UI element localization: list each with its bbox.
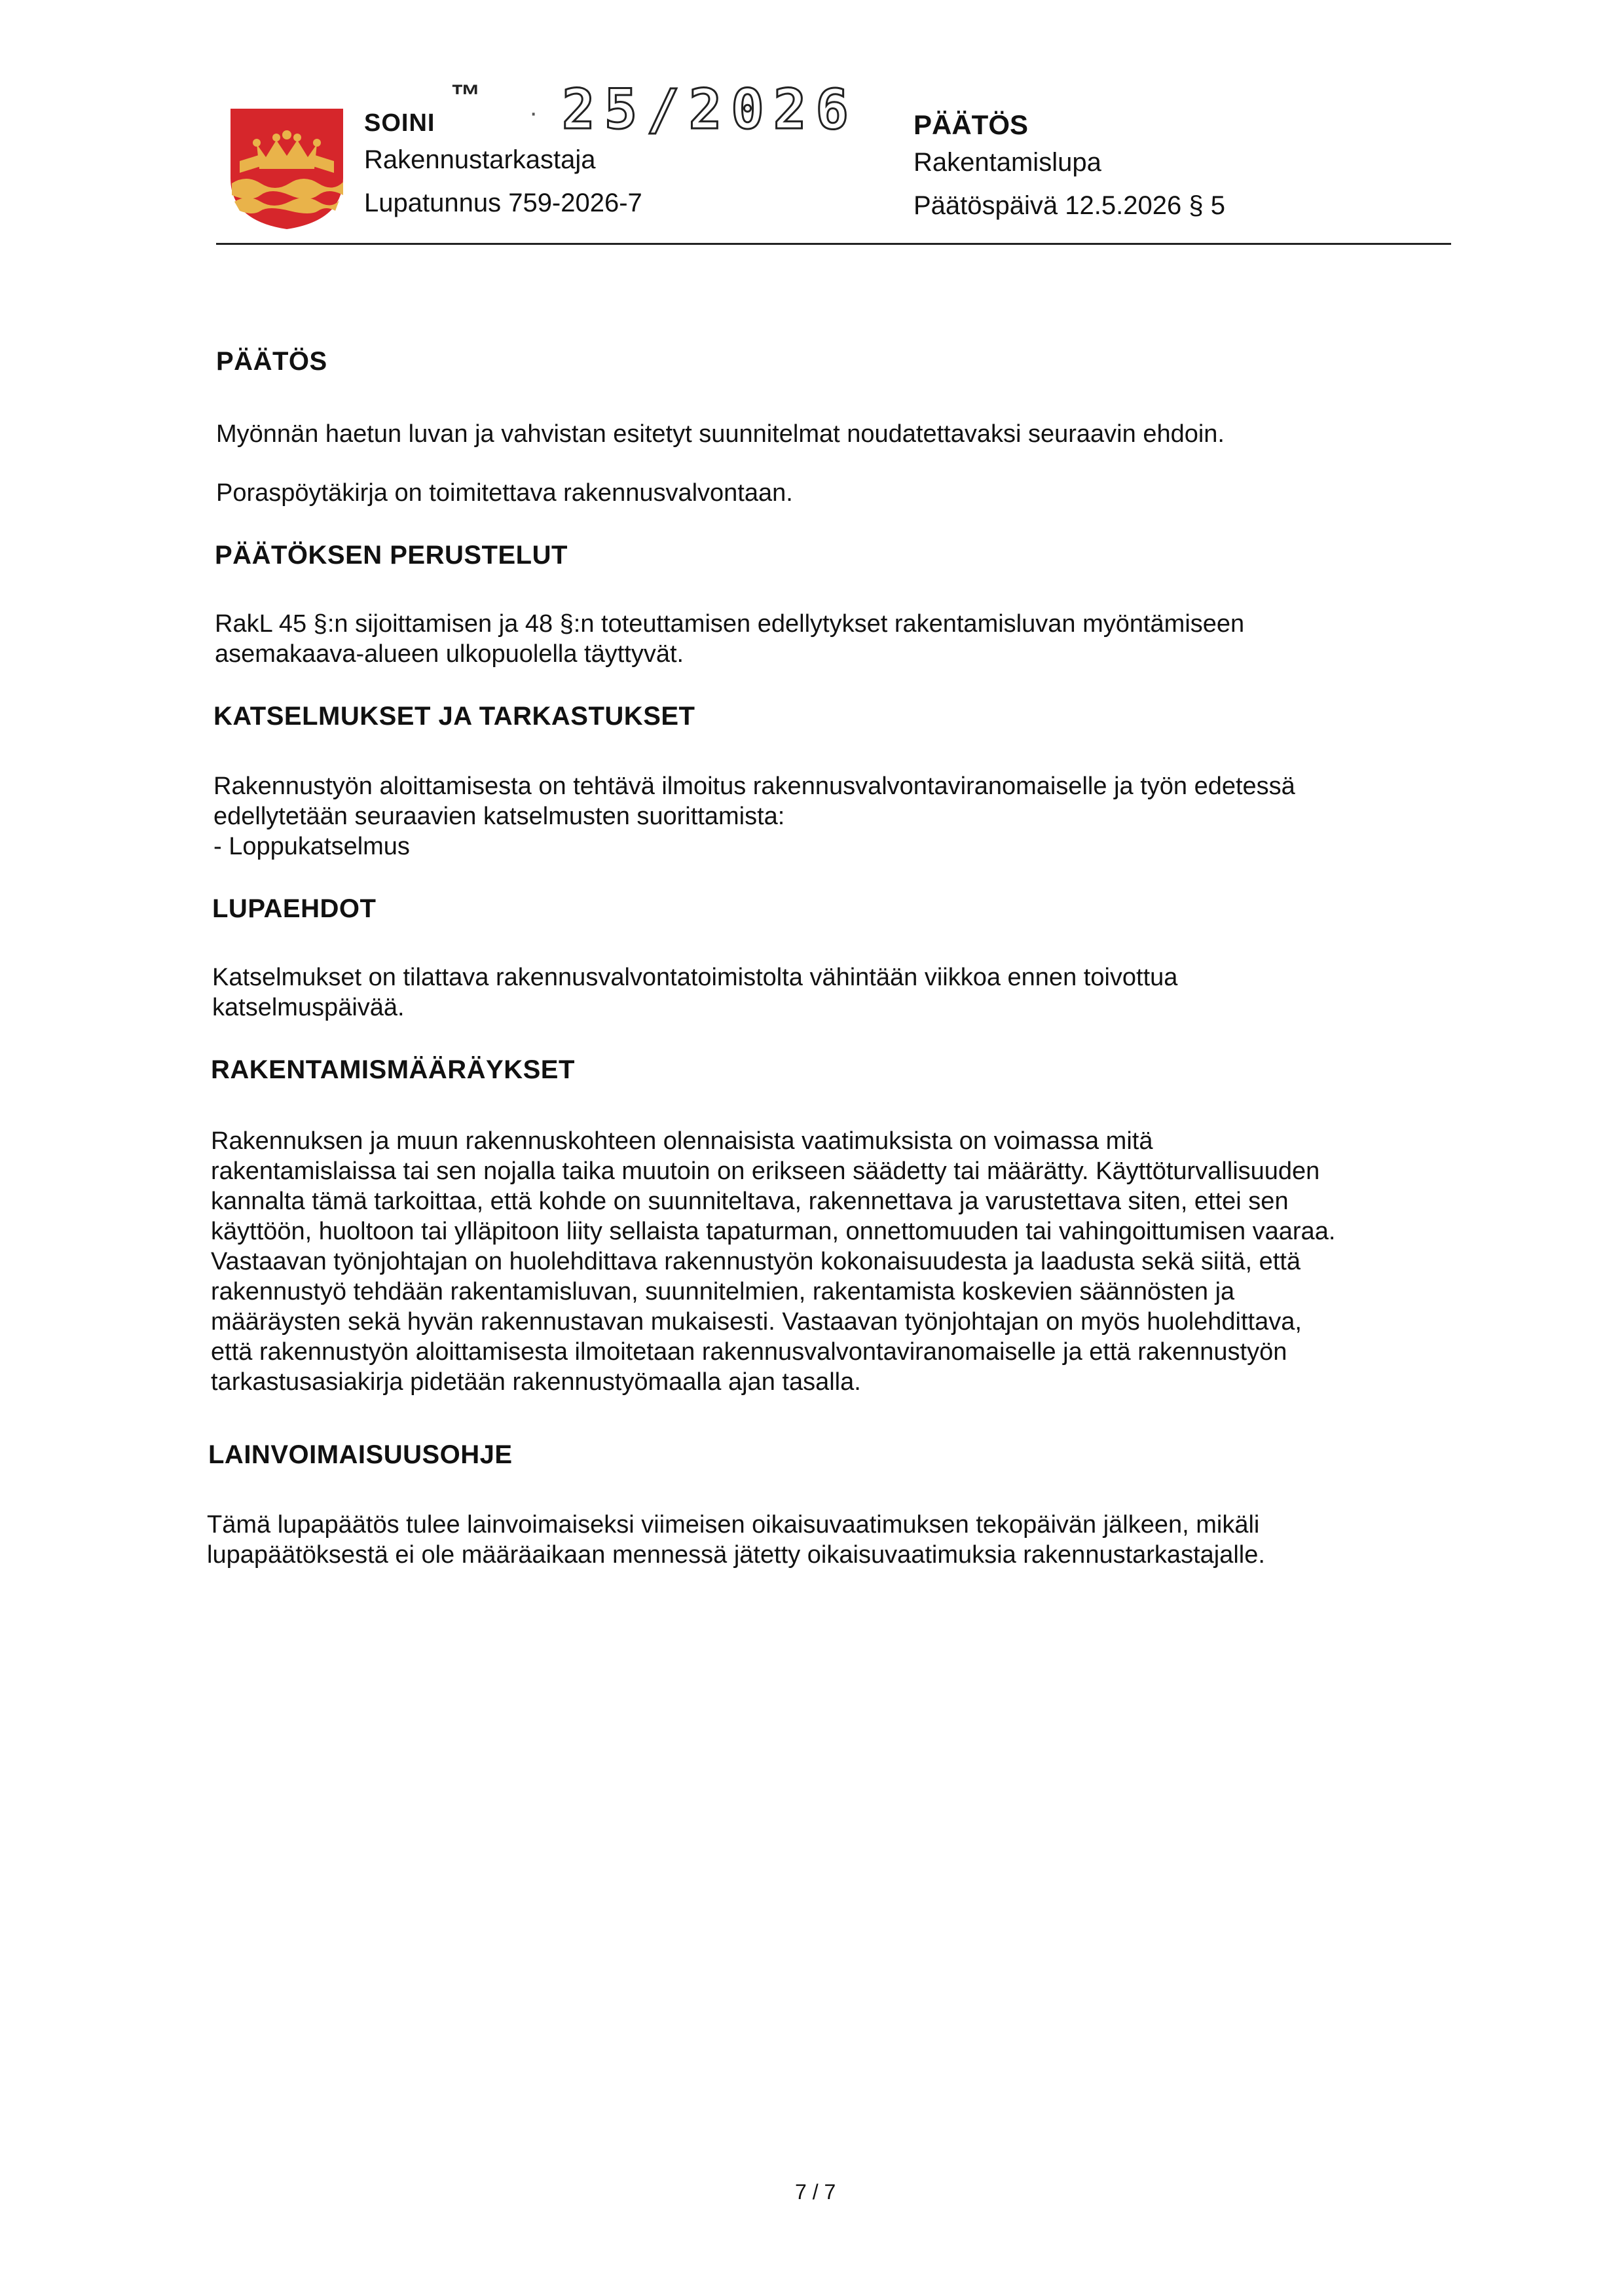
inspections-paragraph [213,771,1458,862]
decision-paragraph-1: Myönnän haetun luvan ja vahvistan esitetyt suunnitelmat noudatettavaksi seuraavin ehdoin. [216,420,1225,448]
stamp-dot: · [529,98,538,127]
regulations-line: Rakennuksen ja muun rakennuskohteen olennaisista vaatimuksista on voimassa mitä [211,1127,1153,1155]
section-heading-validity: LAINVOIMAISUUSOHJE [208,1440,513,1469]
header-divider [216,243,1451,245]
org-unit: Rakennustarkastaja [364,145,596,174]
inspections-line: Rakennustyön aloittamisesta on tehtävä ilmoitus rakennusvalvontaviranomaiselle ja työn edetessä [213,773,1295,800]
grounds-line: asemakaava-alueen ulkopuolella täyttyvät. [215,640,684,668]
regulations-line: rakentamislaissa tai sen nojalla taika muutoin on erikseen säädetty tai määrätty. Käyttöturvallisuuden [211,1157,1320,1185]
document-subtype: Rakentamislupa [913,148,1101,177]
section-heading-inspections: KATSELMUKSET JA TARKASTUKSET [213,702,695,731]
regulations-line: tarkastusasiakirja pidetään rakennustyömaalla ajan tasalla. [211,1368,861,1396]
page-number: 7 / 7 [795,2180,836,2204]
section-heading-decision: PÄÄTÖS [216,347,327,376]
inspections-list-item: - Loppukatselmus [213,833,410,860]
conditions-line: katselmuspäivää. [212,994,405,1021]
section-heading-conditions: LUPAEHDOT [212,894,377,923]
regulations-line: käyttöön, huoltoon tai ylläpitoon liity sellaista tapaturman, onnettomuuden tai vahingoittumisen vaaraa. [211,1218,1336,1245]
section-heading-grounds: PÄÄTÖKSEN PERUSTELUT [215,541,568,570]
grounds-line: RakL 45 §:n sijoittamisen ja 48 §:n toteuttamisen edellytykset rakentamisluvan myöntämiseen [215,610,1245,638]
regulations-line: määräysten sekä hyvän rakennustavan mukaisesti. Vastaavan työnjohtajan on myös huolehdittava, [211,1308,1302,1336]
section-heading-regulations: RAKENTAMISMÄÄRÄYKSET [211,1055,575,1084]
document-type: PÄÄTÖS [913,109,1029,140]
validity-line: lupapäätöksestä ei ole määräaikaan mennessä jätetty oikaisuvaatimuksia rakennustarkastajalle. [207,1541,1265,1569]
regulations-line: että rakennustyön aloittamisesta ilmoitetaan rakennusvalvontaviranomaiselle ja että rakennustyön [211,1338,1287,1366]
org-name: SOINI [364,109,435,137]
conditions-line: Katselmukset on tilattava rakennusvalvontatoimistolta vähintään viikkoa ennen toivottua [212,964,1178,991]
conditions-paragraph [212,962,1456,1023]
grounds-paragraph [215,609,1459,669]
validity-paragraph [207,1510,1451,1570]
regulations-line: kannalta tämä tarkoittaa, että kohde on suunniteltava, rakennettava ja varustettava siten, ettei sen [211,1188,1289,1215]
regulations-paragraph [211,1126,1475,1397]
permit-id: Lupatunnus 759-2026-7 [364,189,642,217]
validity-line: Tämä lupapäätös tulee lainvoimaiseksi viimeisen oikaisuvaatimuksen tekopäivän jälkeen, mikäli [207,1511,1260,1539]
regulations-line: rakennustyö tehdään rakentamisluvan, suunnitelmien, rakentamista koskevien säännösten ja [211,1278,1235,1305]
inspections-line: edellytetään seuraavien katselmusten suorittamista: [213,803,785,830]
stamp-mark: ™ [451,78,481,112]
decision-paragraph-2: Poraspöytäkirja on toimitettava rakennusvalvontaan. [216,479,793,507]
decision-date: Päätöspäivä 12.5.2026 § 5 [913,191,1225,220]
case-number-stamp: 25/2026 [562,77,858,141]
regulations-line: Vastaavan työnjohtajan on huolehdittava rakennustyön kokonaisuudesta ja laadusta sekä siitä, että [211,1248,1301,1275]
municipal-crest-logo [228,106,346,230]
